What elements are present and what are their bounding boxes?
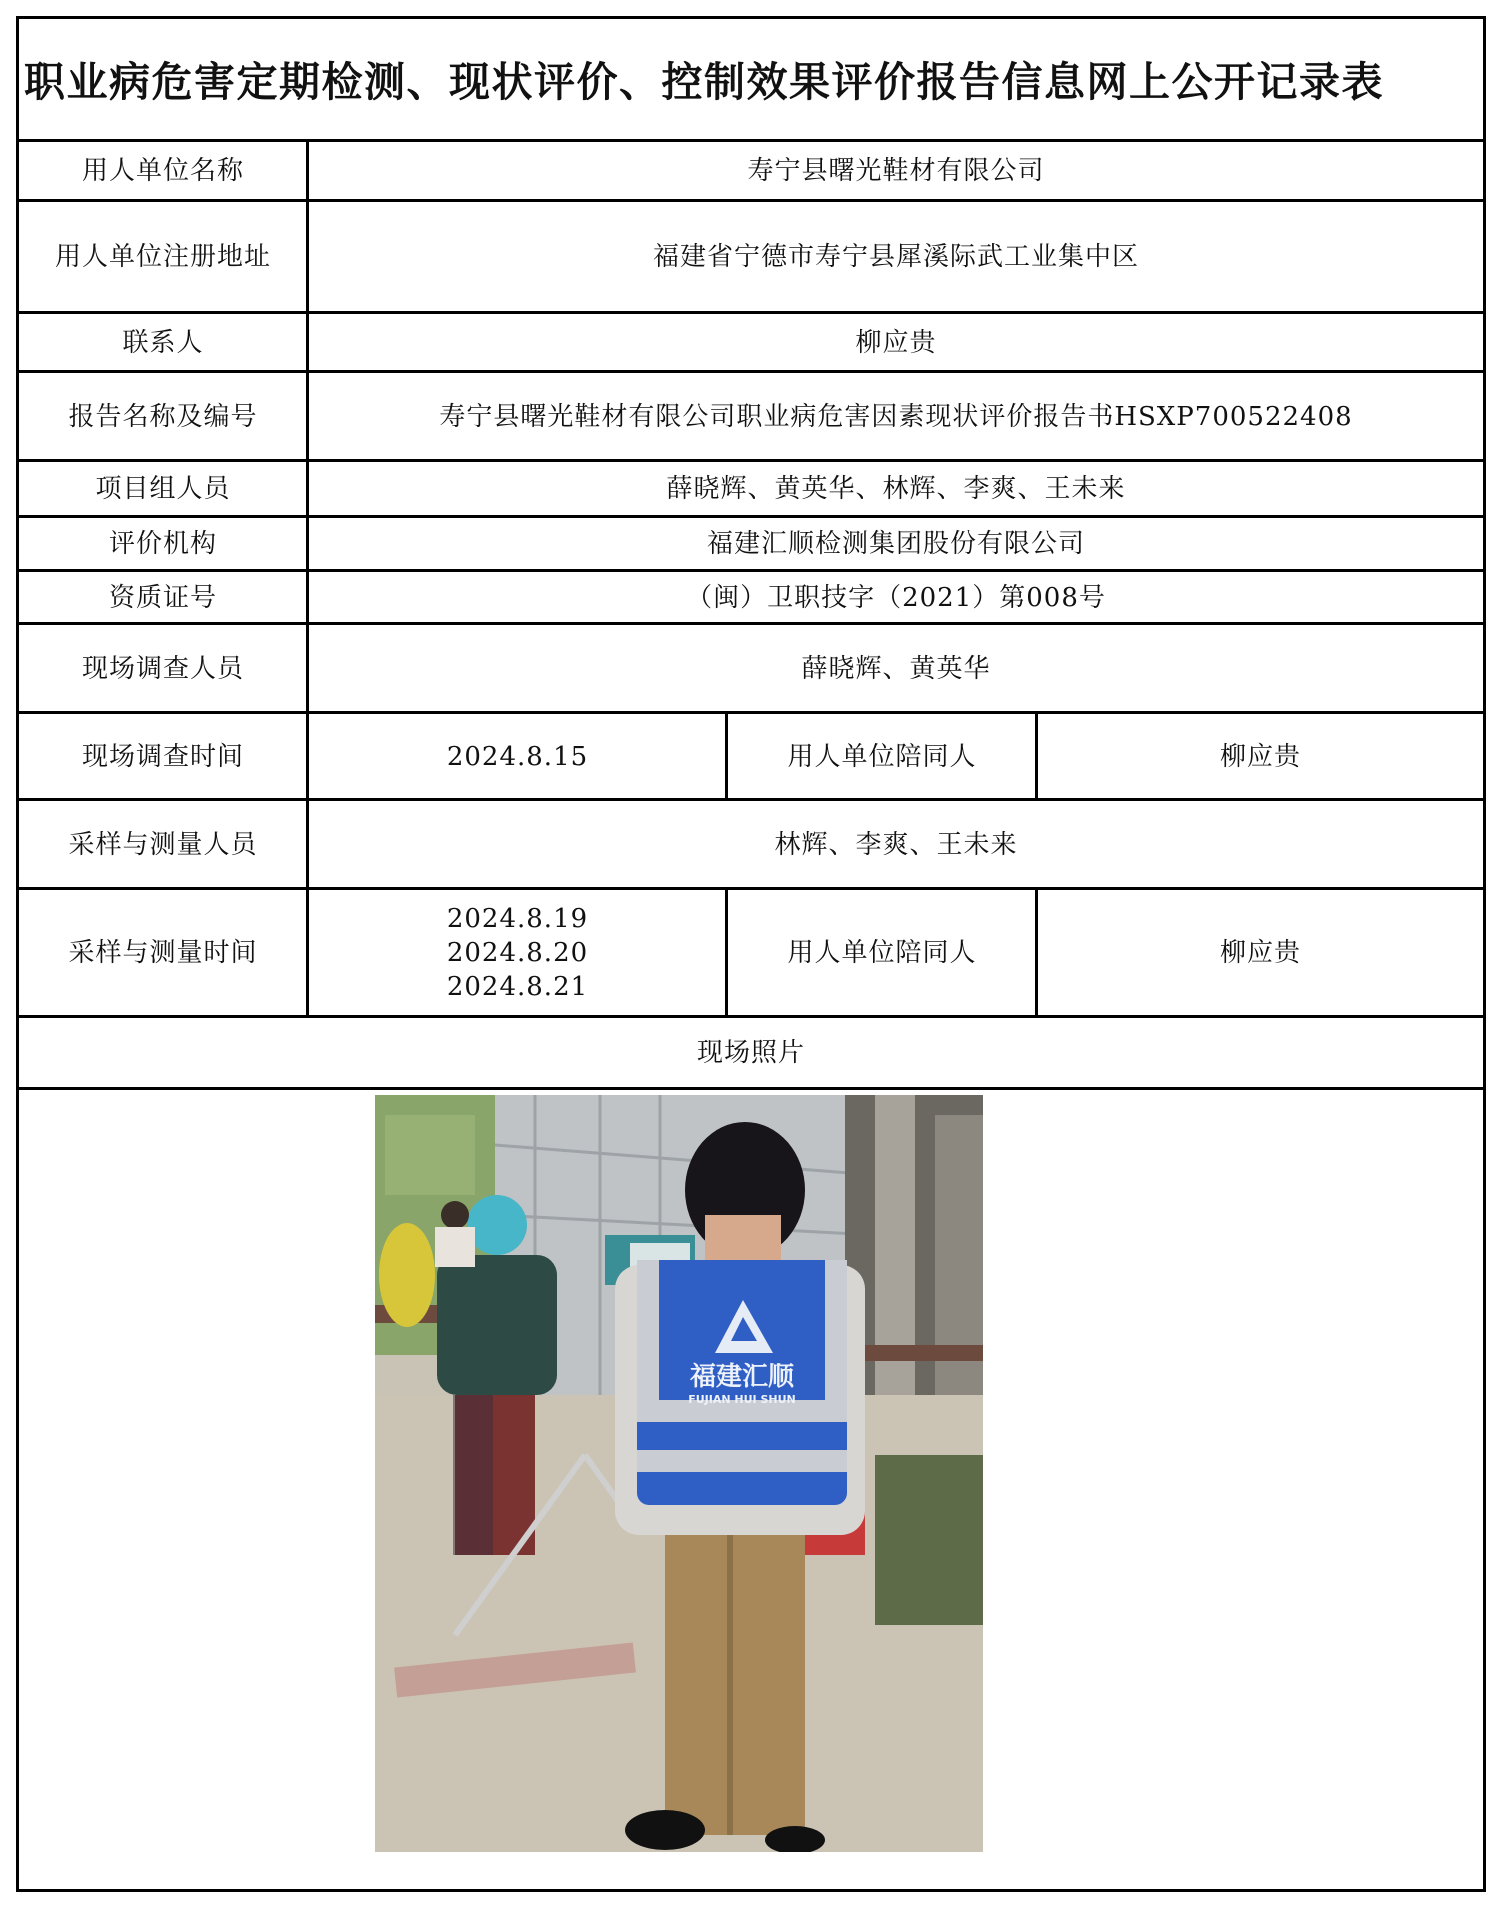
employer-address-value: 福建省宁德市寿宁县犀溪际武工业集中区: [652, 242, 1139, 272]
employer-name-value: 寿宁县曙光鞋材有限公司: [747, 156, 1045, 186]
sampling-staff-value: 林辉、李爽、王未来: [774, 829, 1018, 860]
evaluation-agency-label: 评价机构: [108, 529, 217, 559]
evaluation-agency-value: 福建汇顺检测集团股份有限公司: [706, 529, 1085, 559]
contact-value: 柳应贵: [855, 327, 937, 358]
sampling-staff-label: 采样与测量人员: [68, 829, 258, 860]
sampling-companion-value: 柳应贵: [1219, 938, 1301, 968]
report-label: 报告名称及编号: [68, 401, 258, 432]
qualification-no-value: （闽）卫职技字（2021）第008号: [686, 582, 1106, 613]
vest-logo-cn: 福建汇顺: [689, 1362, 795, 1392]
site-photo: [375, 1095, 983, 1852]
sampling-date: 2024.8.20: [446, 938, 589, 968]
site-survey-time-label: 现场调查时间: [81, 741, 244, 772]
sampling-date: 2024.8.21: [446, 972, 589, 1002]
report-value: 寿宁县曙光鞋材有限公司职业病危害因素现状评价报告书HSXP700522408: [439, 401, 1353, 432]
employer-name-label: 用人单位名称: [81, 156, 244, 186]
qualification-no-label: 资质证号: [108, 582, 217, 613]
site-survey-time-value: 2024.8.15: [446, 741, 589, 772]
employer-address-label: 用人单位注册地址: [54, 242, 271, 272]
contact-label: 联系人: [122, 327, 204, 358]
sampling-time-label: 采样与测量时间: [68, 938, 258, 968]
sampling-time-values: [309, 890, 726, 1016]
sampling-date: 2024.8.19: [446, 904, 589, 934]
site-survey-staff-label: 现场调查人员: [81, 653, 244, 684]
vest-logo-en: FUJIAN HUI SHUN: [688, 1393, 796, 1406]
sampling-companion-label: 用人单位陪同人: [787, 938, 977, 968]
page-title: 职业病危害定期检测、现状评价、控制效果评价报告信息网上公开记录表: [24, 57, 1384, 106]
site-survey-companion-value: 柳应贵: [1219, 741, 1301, 772]
site-photo-label: 现场照片: [696, 1038, 805, 1068]
project-team-label: 项目组人员: [95, 474, 231, 504]
project-team-value: 薛晓辉、黄英华、林辉、李爽、王未来: [666, 474, 1126, 504]
site-survey-staff-value: 薛晓辉、黄英华: [801, 653, 991, 684]
site-survey-companion-label: 用人单位陪同人: [787, 741, 977, 772]
